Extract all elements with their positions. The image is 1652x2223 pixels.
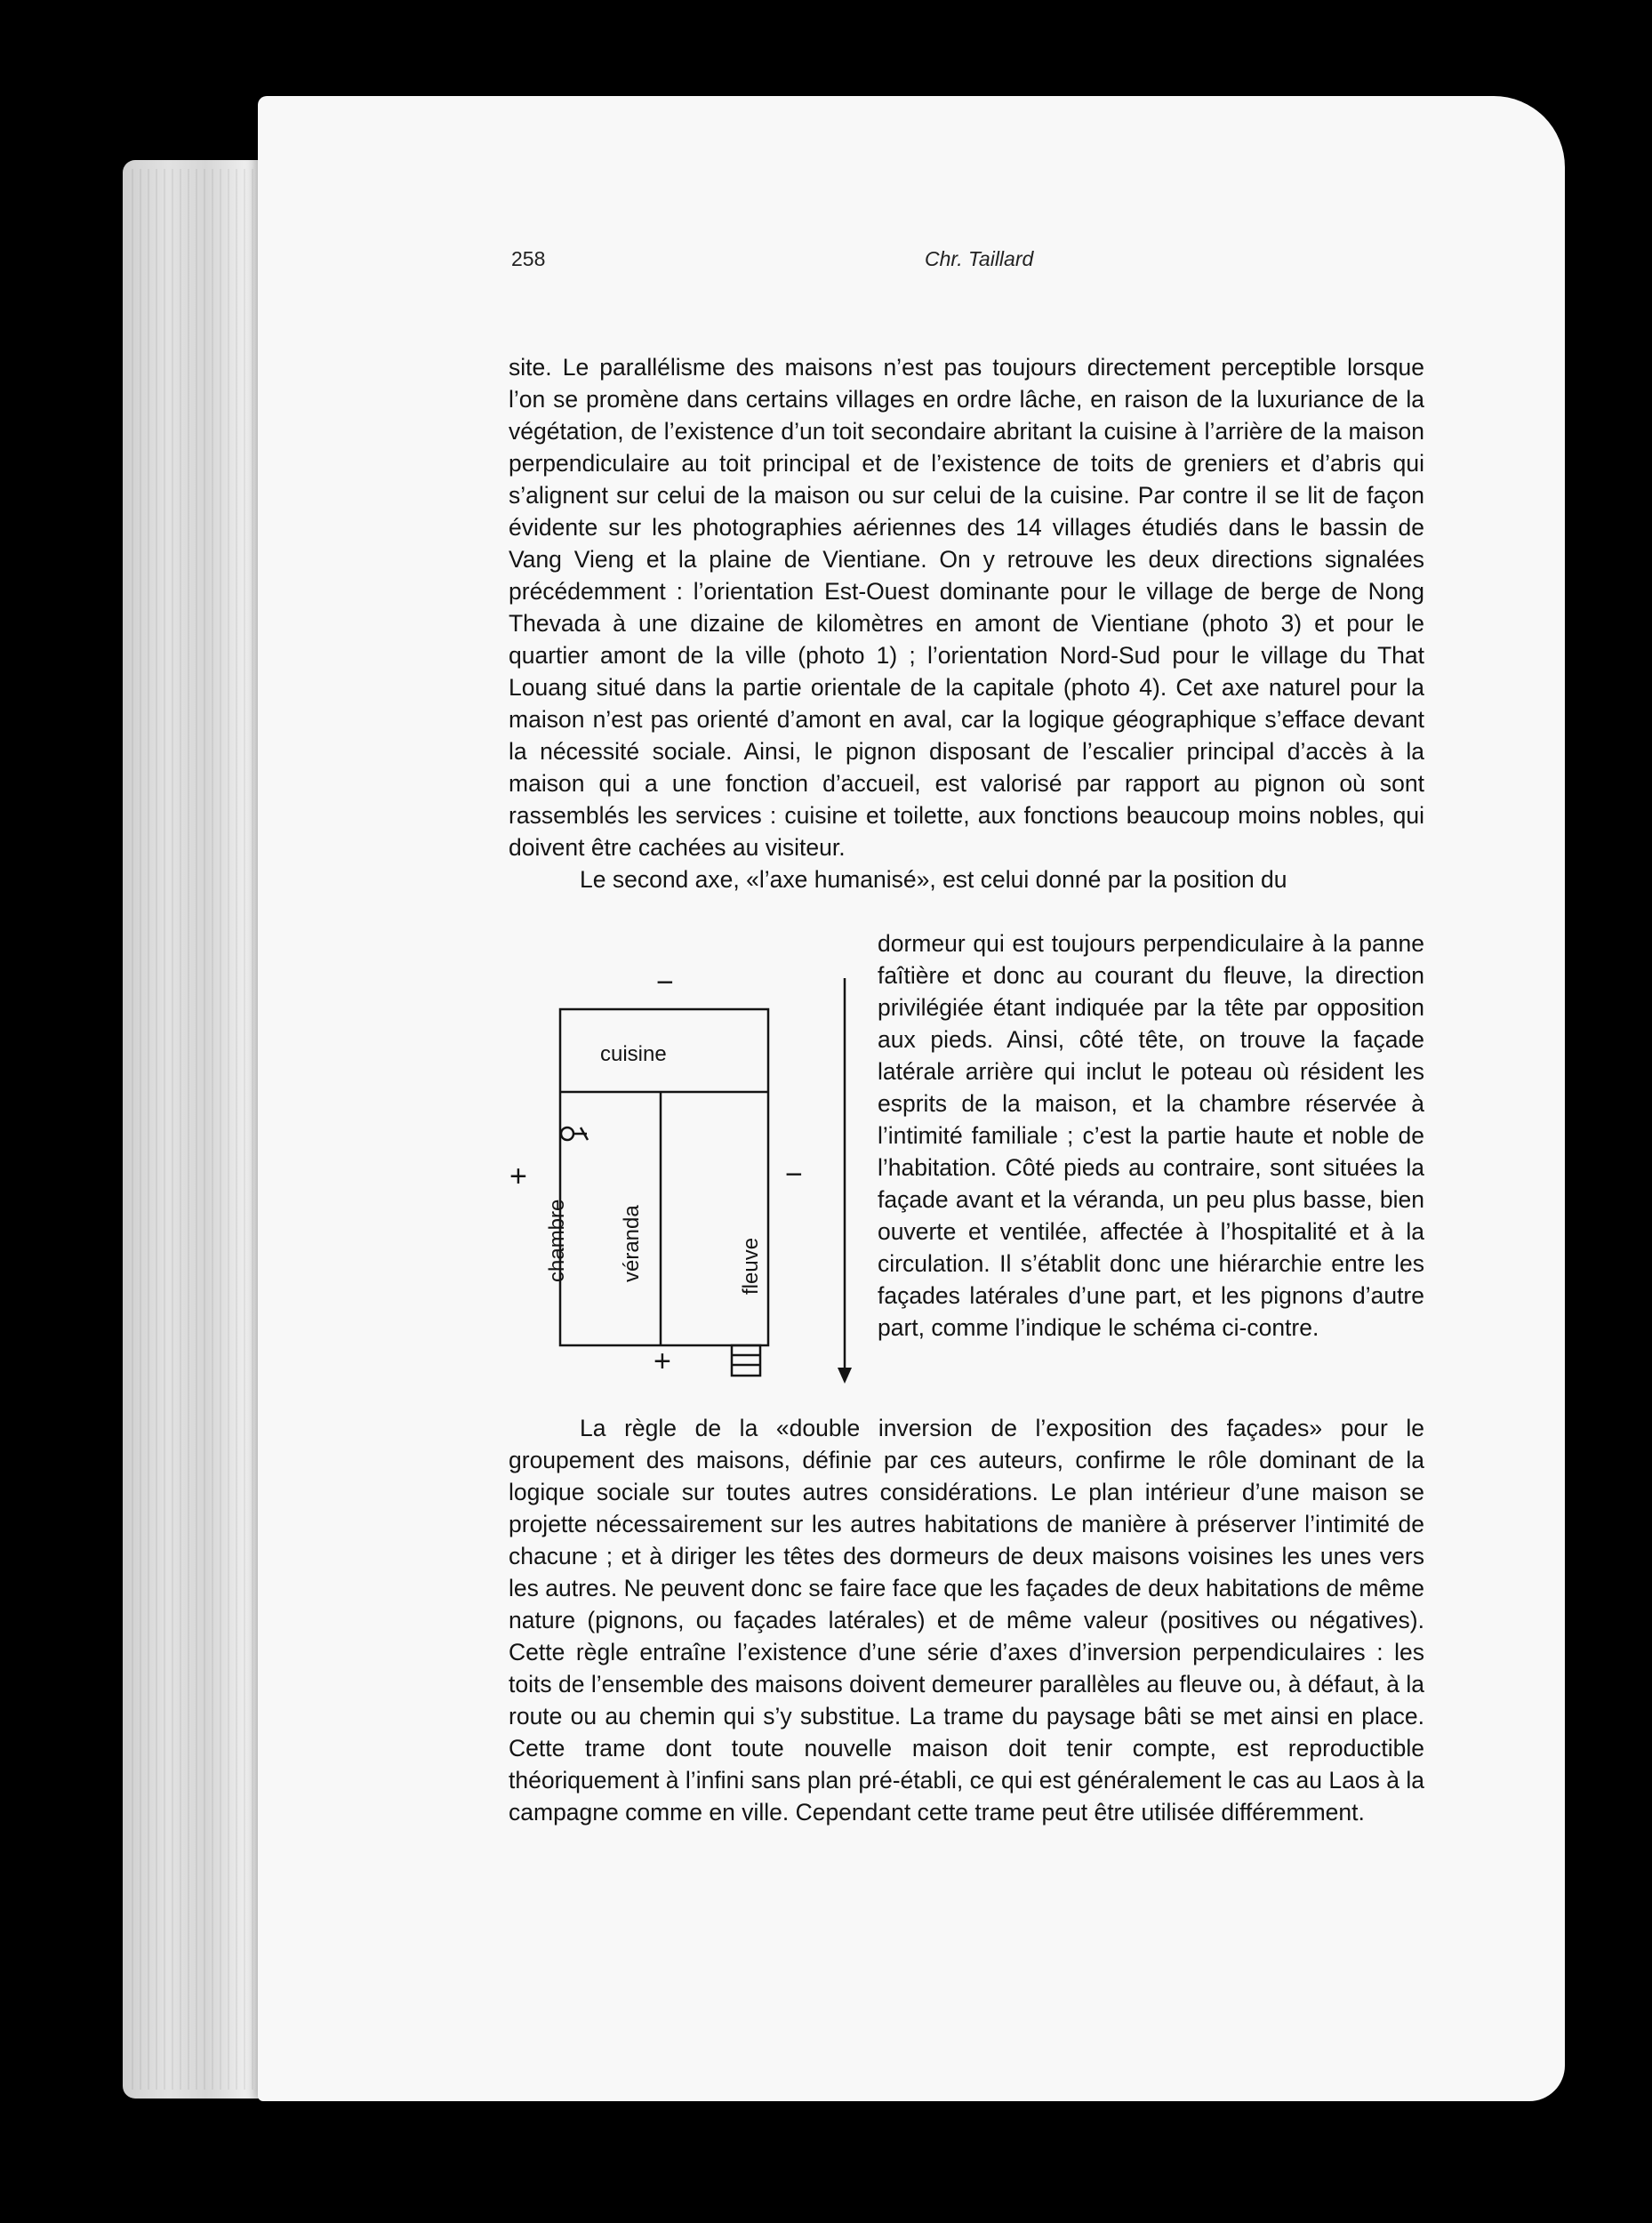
paragraph-2-continued: dormeur qui est toujours perpendiculaire à la panne faîtière et donc au courant du fleuve, la direction privilégiée étant indiquée par la tête par opposition aux pieds. Ainsi, côté tête, on trouve la façade latérale arrière qui inclut le poteau où résident les esprits de la maison, et la chambre réservée à l’intimité familiale ; c’est la partie haute et noble de l’habitation. Côté pieds au contraire, sont situées la façade avant et la véranda, un peu plus basse, bien ouverte et ventilée, affectée à l’hospitalité et à la circulation. Il s’établit donc une hiérarchie entre les façades latérales d’une part, et les pignons d’autre part, comme l’indique le schéma ci-contre. <box>878 930 1424 1341</box>
paragraph-2-lead: Le second axe, «l’axe humanisé», est celui donné par la position du <box>580 866 1287 893</box>
label-fleuve: fleuve <box>739 1237 763 1295</box>
page-number: 258 <box>511 247 546 270</box>
running-head <box>511 247 1418 279</box>
sign-minus-top: − <box>656 966 674 999</box>
label-chambre: chambre <box>545 1199 569 1282</box>
label-cuisine: cuisine <box>600 1042 667 1066</box>
paragraph-1: site. Le parallélisme des maisons n’est pas toujours directement perceptible lorsque l’on se promène dans certains villages en ordre lâche, en raison de la luxuriance de la végétation, de l’existence d’un toit secondaire abritant la cuisine à l’arrière de la maison perpendiculaire au toit principal et de l’existence de toits de greniers et d’abris qui s’alignent sur celui de la maison ou sur celui de la cuisine. Par contre il se lit de façon évidente sur les photographies aériennes des 14 villages étudiés dans le bassin de Vang Vieng et la plaine de Vientiane. On y retrouve les deux directions signalées précédemment : l’orientation Est-Ouest dominante pour le village de berge de Nong Thevada à une dizaine de kilomètres en amont de Vientiane (photo 3) et pour le quartier amont de la ville (photo 1) ; l’orientation Nord-Sud pour le village du That Louang situé dans la partie orientale de la capitale (photo 4). Cet axe naturel pour la maison n’est pas orienté d’amont en aval, car la logique géographique s’efface devant la nécessité sociale. Ainsi, le pignon disposant de l’escalier principal d’accès à la maison qui a une fonction d’accueil, est valorisé par rapport au pignon où sont rassemblés les services : cuisine et toilette, aux fonctions beaucoup moins nobles, qui doivent être cachées au visiteur. <box>509 354 1424 861</box>
text-block-side <box>878 927 1424 1344</box>
paragraph-3: La règle de la «double inversion de l’exposition des façades» pour le groupement des maisons, définie par ces auteurs, confirme le rôle dominant de la logique sociale sur toutes autres considérations. Le plan intérieur d’une maison se projette nécessairement sur les autres habitations de manière à préserver l’intimité de chacune ; et à diriger les têtes des dormeurs de deux maisons voisines les unes vers les autres. Ne peuvent donc se faire face que les façades de deux habitations de même nature (pignons, ou façades latérales) et de même valeur (positives ou négatives). Cette règle entraîne l’existence d’une série d’axes d’inversion perpendiculaires : les toits de l’ensemble des maisons doivent demeurer parallèles au fleuve ou, à défaut, à la route ou au chemin qui s’y substitue. La trame du paysage bâti se met ainsi en place. Cette trame dont toute nouvelle maison doit tenir compte, est reproductible théoriquement à l’infini sans plan pré-établi, ce qui est généralement le cas au Laos à la campagne comme en ville. Cependant cette trame peut être utilisée différemment. <box>509 1415 1424 1826</box>
text-block-top <box>509 351 1424 895</box>
sign-plus-bottom: + <box>654 1344 671 1378</box>
book-page-edge-lines <box>132 169 274 2090</box>
label-veranda: véranda <box>620 1205 644 1282</box>
running-head-author: Chr. Taillard <box>925 247 1034 270</box>
sign-plus-left: + <box>509 1160 527 1193</box>
sign-minus-right: − <box>785 1158 803 1192</box>
spirit-post-icon <box>561 1128 573 1140</box>
text-block-bottom <box>509 1412 1424 1828</box>
diagram-drawing <box>502 960 867 1387</box>
river-arrow-head-icon <box>838 1368 852 1384</box>
house-orientation-diagram <box>502 960 867 1387</box>
staircase-icon <box>732 1345 760 1376</box>
